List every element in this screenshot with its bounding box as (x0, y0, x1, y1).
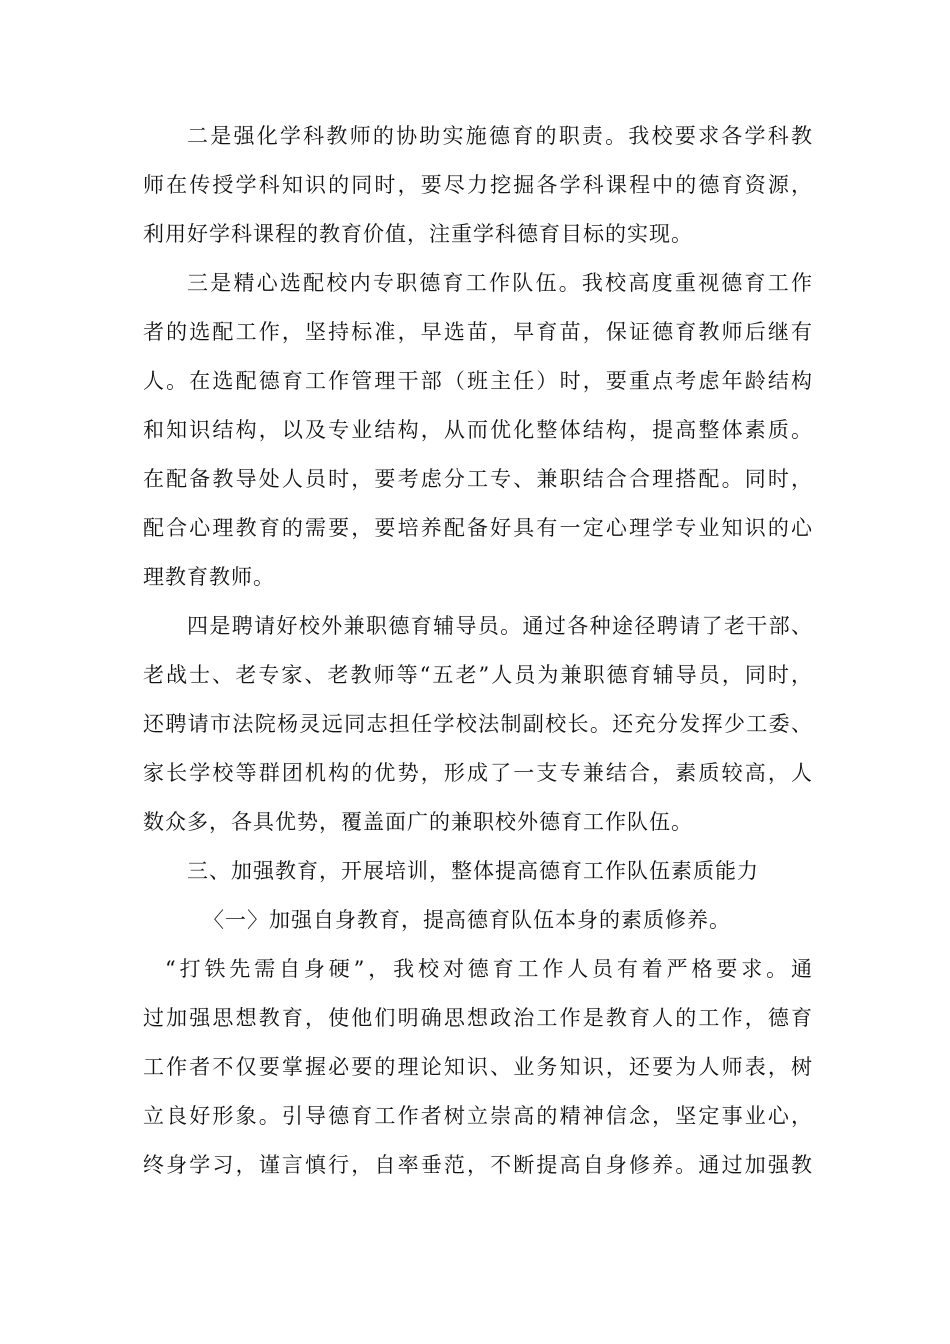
para4-line2: 过加强思想教育，使他们明确思想政治工作是教育人的工作，德育 (143, 1006, 813, 1030)
para2-line6: 配合心理教育的需要，要培养配备好具有一定心理学专业知识的心 (143, 516, 813, 540)
para1-line3: 利用好学科课程的教育价值，注重学科德育目标的实现。 (143, 222, 693, 246)
section-heading: 三、加强教育，开展培训，整体提高德育工作队伍素质能力 (187, 859, 759, 883)
para3-line4: 家长学校等群团机构的优势，形成了一支专兼结合，素质较高，人 (143, 761, 813, 785)
para2-line5: 在配备教导处人员时，要考虑分工专、兼职结合合理搭配。同时， (143, 467, 813, 491)
para3-line5: 数众多，各具优势，覆盖面广的兼职校外德育工作队伍。 (143, 810, 693, 834)
para2-line4: 和知识结构，以及专业结构，从而优化整体结构，提高整体素质。 (143, 418, 813, 442)
para3-line2: 老战士、老专家、老教师等“五老”人员为兼职德育辅导员，同时， (143, 663, 813, 687)
para1-line1: 二是强化学科教师的协助实施德育的职责。我校要求各学科教 (187, 124, 813, 148)
para2-line2: 者的选配工作，坚持标准，早选苗，早育苗，保证德育教师后继有 (143, 320, 813, 344)
document-body (143, 112, 813, 1190)
para2-line1: 三是精心选配校内专职德育工作队伍。我校高度重视德育工作 (187, 271, 813, 295)
para3-line1: 四是聘请好校外兼职德育辅导员。通过各种途径聘请了老干部、 (187, 614, 813, 638)
para1-line2: 师在传授学科知识的同时，要尽力挖掘各学科课程中的德育资源， (143, 173, 813, 197)
para4-line5: 终身学习，谨言慎行，自率垂范，不断提高自身修养。通过加强教 (143, 1153, 813, 1177)
para4-line4: 立良好形象。引导德育工作者树立崇高的精神信念，坚定事业心， (143, 1104, 813, 1128)
para3-line3: 还聘请市法院杨灵远同志担任学校法制副校长。还充分发挥少工委、 (143, 712, 813, 736)
subsection-heading: 〈一〉加强自身教育，提高德育队伍本身的素质修养。 (203, 908, 731, 932)
para4-line3: 工作者不仅要掌握必要的理论知识、业务知识，还要为人师表，树 (143, 1055, 813, 1079)
para4-line1: “打铁先需自身硬”，我校对德育工作人员有着严格要求。通 (165, 957, 813, 981)
para2-line3: 人。在选配德育工作管理干部（班主任）时，要重点考虑年龄结构 (143, 369, 813, 393)
para2-line7: 理教育教师。 (143, 565, 275, 589)
